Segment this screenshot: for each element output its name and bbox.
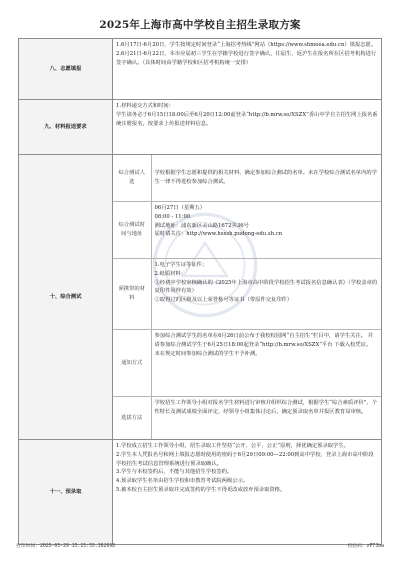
row-label: 须携带的材料 [113, 259, 151, 330]
content-line: 3.学生与本校签约后，不能与其他招生学校签约。 [116, 469, 233, 476]
section-label: 八、志愿填报 [19, 39, 113, 100]
test-row-materials [113, 259, 381, 330]
content-line: 5.被本校自主招生预录取并完成签约的学生不得更改或放弃预录取资格。 [116, 486, 286, 493]
content-line: 参加综合测试学生的名单在6月26日前公布于我校校园网“自主招生”栏目中，请学生关注。 并请参加综合测试学生于6月25日18:00起登录“http://b.mrw.so/XSZX”平台 下载入校凭证。 [154, 333, 373, 348]
test-row-notice [113, 330, 381, 397]
content-line: 学生请务必于6月15日18:00后至6月20日12:00前登录“http://b.mrw.so/XSZX”香山中学自主招生网上报名系统注册报名，按要求上传报送材料信息。 [116, 111, 378, 127]
row-content [151, 397, 381, 440]
content-line: 测试地址：浦东新区灵山路1672弄36号 [154, 222, 249, 229]
section-label: 九、材料报送要求 [19, 100, 113, 155]
section-volunteer-filling [19, 39, 382, 100]
check-code: 校验码：zPT3bw [347, 544, 384, 549]
test-row-time-place [113, 202, 381, 259]
row-content [151, 202, 381, 259]
content-line: ①经初中学校审核确认的《2025年上海市高中阶段学校招生考试报名信息确认表》（学校盖章的复印件同样有效） [154, 279, 378, 295]
content-line: 2.学生本人凭报名号和网上填报志愿时使用的密码于6月29日09:00—22:00到高中学校，登录上海市高中阶段学校招生考试信息管理系统进行预录取确认。 [116, 451, 374, 467]
content-line: 2.6月21日-6月22日，本市应届初三学生在学籍学校进行签字确认，往届生、返沪生在报名所在区招考机构进行签字确认。（具体时间由学籍学校和区招考机构统一安排） [116, 50, 377, 66]
section-label: 十、综合测试 [19, 155, 113, 440]
admission-plan-table [18, 38, 382, 545]
content-line: 1.材料递交方式和时间： [116, 103, 175, 109]
content-line: 学校招生工作领导小组对报名学生材料进行审核并组织综合测试，根据学生“综合素质评价”、个性特长及测试成绩全面评定，经领导小组集体讨论后，确定预录取名单并报区教育局审核。 [154, 400, 378, 415]
section-label: 十一、预录取 [19, 440, 113, 545]
content-line: ②取得过的区级及以上荣誉称号等证书（带原件交复印件） [154, 297, 293, 304]
row-label: 选拔方法 [113, 397, 151, 440]
test-row-selection [113, 397, 381, 440]
section-content [113, 155, 382, 440]
section-pre-admission [19, 440, 382, 545]
content-line: 1.电子学生证等证件； [154, 262, 208, 268]
row-label: 综合测试时间与地址 [113, 202, 151, 259]
section-content [113, 100, 382, 155]
section-comprehensive-test [19, 155, 382, 440]
row-content [151, 259, 381, 330]
section-content [113, 39, 382, 100]
test-row-candidates [113, 155, 381, 202]
content-line: 届时请关注：http://www.hsxsh.pudong-edu.sh.cn [154, 231, 283, 238]
row-label: 通知方式 [113, 330, 151, 397]
test-detail-table [113, 155, 381, 439]
row-content [151, 330, 381, 397]
content-line: 1.6月17日-6月20日，学生按规定时间登录“上海招考热线”网站（https://www.shmeea.edu.cn）填报志愿。 [116, 42, 377, 48]
row-label: 综合测试人选 [113, 155, 151, 202]
content-line: 06月27日（星期五） [154, 205, 206, 211]
content-line: 2.纸质材料： [154, 270, 187, 277]
content-line: 4.预录取学生名单由招生学校和市教育考试院两级公示。 [116, 478, 249, 485]
print-time: 打印时间：2025-05-29 15:15:55.362698 [16, 544, 116, 549]
section-content [113, 440, 382, 545]
row-content [151, 155, 381, 202]
content-line: 08:00 - 11:00 [154, 213, 191, 220]
page-title: 2025年上海市高中学校自主招生录取方案 [99, 19, 301, 31]
content-line: 学校根据学生志愿和提供的相关材料，确定参加综合测试的名单。未在学校综合测试名单内的学生一律不得进校参加综合测试。 [154, 170, 377, 185]
section-material-submission [19, 100, 382, 155]
content-line: 1.学校成立招生工作领导小组，招生录取工作坚持“公开、公平、公正”原则，择优确定预录取学生。 [116, 443, 349, 449]
content-line: 未在规定时间参加综合测试的学生不予补测。 [154, 350, 261, 357]
